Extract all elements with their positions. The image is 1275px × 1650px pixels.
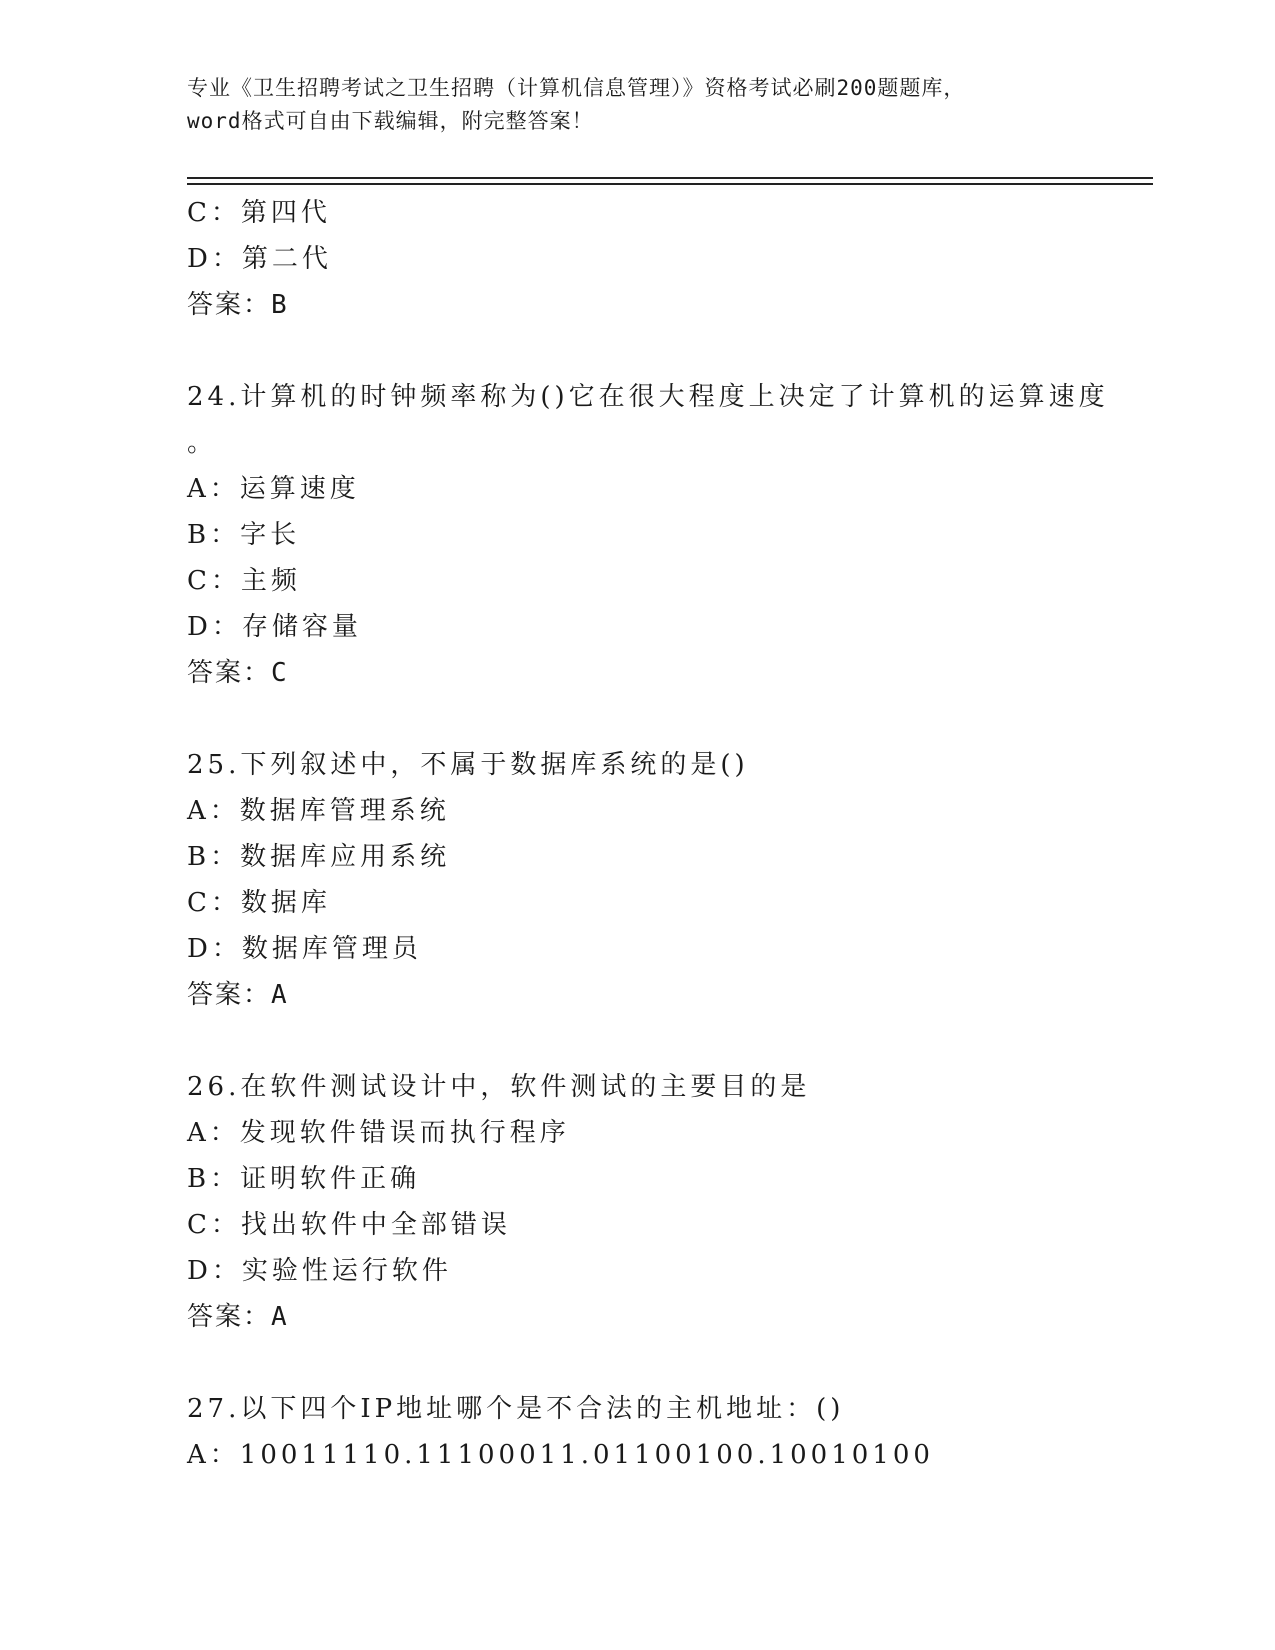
question-stem: 25.下列叙述中，不属于数据库系统的是() — [187, 750, 749, 780]
option-text: 实验性运行软件 — [241, 1256, 452, 1286]
option-d — [187, 1248, 1087, 1294]
option-b — [187, 1156, 1087, 1202]
option-c — [187, 1202, 1087, 1248]
question-stem: 24.计算机的时钟频率称为()它在很大程度上决定了计算机的运算速度 — [187, 382, 1109, 412]
option-text: 数据库 — [240, 888, 331, 918]
option-label: C： — [187, 566, 241, 596]
option-label: A： — [187, 1118, 240, 1148]
option-text: 数据库应用系统 — [240, 842, 451, 872]
option-text: 字长 — [240, 520, 301, 550]
option-text: 数据库管理系统 — [239, 796, 450, 826]
option-a — [187, 788, 1087, 834]
option-text: 找出软件中全部错误 — [240, 1210, 511, 1240]
option-text: 第二代 — [241, 244, 332, 274]
option-text: 第四代 — [240, 198, 331, 228]
option-label: A： — [187, 796, 240, 826]
prev-question-block — [187, 190, 1087, 328]
question-24 — [187, 374, 1109, 696]
header-rule-bottom — [187, 183, 1153, 185]
option-text: 证明软件正确 — [240, 1164, 421, 1194]
header-line-2: word格式可自由下载编辑，附完整答案！ — [187, 109, 594, 133]
option-text: 数据库管理员 — [241, 934, 422, 964]
option-text: 存储容量 — [241, 612, 362, 642]
option-label: D： — [187, 612, 242, 642]
option-b — [187, 834, 1087, 880]
option-label: B： — [187, 520, 241, 550]
answer-line: 答案：A — [187, 1302, 289, 1332]
option-b — [187, 512, 1087, 558]
question-stem-continuation: 。 — [187, 428, 218, 458]
option-c — [187, 190, 1087, 236]
header-line-1: 专业《卫生招聘考试之卫生招聘（计算机信息管理）》资格考试必刷200题题库， — [187, 76, 966, 100]
option-text: 发现软件错误而执行程序 — [239, 1118, 570, 1148]
option-label: B： — [187, 842, 241, 872]
option-text: 10011110.11100011.01100100.10010100 — [239, 1440, 934, 1470]
option-d — [187, 236, 1087, 282]
option-label: C： — [187, 888, 241, 918]
option-label: A： — [187, 1440, 240, 1470]
answer-line: 答案：B — [187, 290, 289, 320]
option-a — [187, 1110, 1087, 1156]
answer-line: 答案：C — [187, 658, 289, 688]
option-text: 运算速度 — [239, 474, 360, 504]
option-c — [187, 880, 1087, 926]
answer-line: 答案：A — [187, 980, 289, 1010]
question-27 — [187, 1386, 1087, 1478]
option-a — [187, 466, 1087, 512]
option-label: C： — [187, 198, 241, 228]
option-label: B： — [187, 1164, 241, 1194]
option-label: D： — [187, 1256, 242, 1286]
option-label: A： — [187, 474, 240, 504]
question-list — [187, 190, 1109, 1478]
question-stem: 27.以下四个IP地址哪个是不合法的主机地址：() — [187, 1394, 845, 1424]
option-label: D： — [187, 934, 242, 964]
option-a — [187, 1432, 1087, 1478]
question-25 — [187, 742, 1087, 1018]
option-d — [187, 604, 1087, 650]
option-label: C： — [187, 1210, 241, 1240]
header-rule-top — [187, 177, 1153, 179]
option-text: 主频 — [240, 566, 301, 596]
option-label: D： — [187, 244, 242, 274]
document-header — [187, 72, 1087, 138]
question-stem: 26.在软件测试设计中，软件测试的主要目的是 — [187, 1072, 811, 1102]
option-d — [187, 926, 1087, 972]
question-26 — [187, 1064, 1087, 1340]
option-c — [187, 558, 1087, 604]
